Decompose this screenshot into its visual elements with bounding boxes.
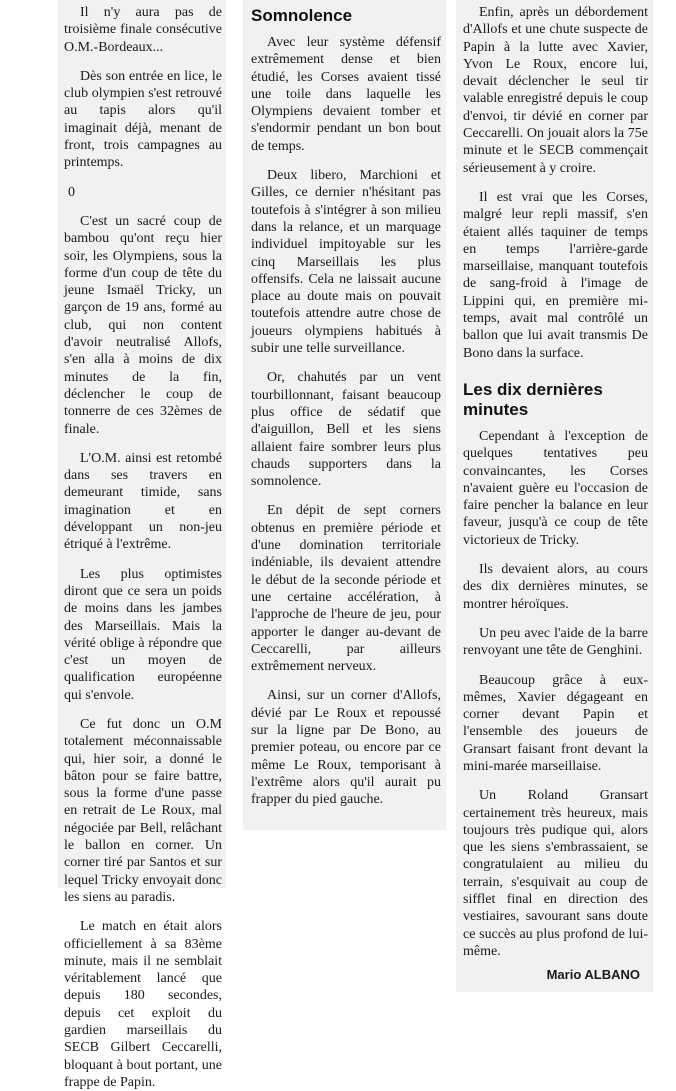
paragraph: En dépit de sept corners obtenus en première période et d'une domination territoriale indéniable, ils devaient attendre le début de la seconde période et une certaine accélération, à l'approche de l'heure de jeu, pour apporter le danger au-devant de Ceccarelli, par ailleurs extrêmement nerveux. xyxy=(251,503,441,675)
paragraph: L'O.M. ainsi est retombé dans ses travers en demeurant timide, sans imagination et en développant un non-jeu étriqué à l'extrême. xyxy=(64,450,222,553)
column-3 xyxy=(456,0,653,992)
column-1 xyxy=(58,0,226,1090)
paragraph: Les plus optimistes diront que ce sera un poids de moins dans les jambes des Marseillais. Mais la vérité oblige à répondre que c'est un moyen de qualification européenne qui s'envole. xyxy=(64,566,222,703)
author-signature: Mario ALBANO xyxy=(546,967,640,983)
separator-mark: 0 xyxy=(68,184,75,200)
paragraph: Or, chahutés par un vent tourbillonnant, faisant beaucoup plus office de sédatif que d'aiguillon, Bell et les siens allaient faire sombrer leurs plus chauds supporters dans la somnolence. xyxy=(251,370,441,490)
paragraph: Ce fut donc un O.M totalement méconnaissable qui, hier soir, a donné le bâton pour se faire battre, sous la forme d'une passe en retrait de Le Roux, mal négociée par Bell, relâchant le ballon en corner. Un corner tiré par Santos et sur lequel Tricky envoyait donc les siens au paradis. xyxy=(64,716,222,905)
paragraph: Dès son entrée en lice, le club olympien s'est retrouvé au tapis alors qu'il imaginait déjà, menant de front, trois campagnes au printemps. xyxy=(64,68,222,171)
paragraph: Un Roland Gransart certainement très heureux, mais toujours très pudique qui, alors que les siens s'embrassaient, se congratulaient au milieu du terrain, s'esquivait au coup de sifflet final en direction des vestiaires, savourant sans doute ce succès au plus profond de lui-même. xyxy=(463,788,648,959)
paragraph: Un peu avec l'aide de la barre renvoyant une tête de Genghini. xyxy=(463,625,648,659)
paragraph: Enfin, après un débordement d'Allofs et une chute suspecte de Papin à la lutte avec Xavier, Yvon Le Roux, encore lui, devait déclencher le seul tir valable enregistré depuis le coup d'envoi, tir dévié en corner par Ceccarelli. On jouait alors la 75e minute et le SECB commençait sérieusement à y croire. xyxy=(463,5,648,176)
paragraph: Avec leur système défensif extrêmement dense et bien étudié, les Corses avaient tissé une toile dans laquelle les Olympiens devaient tomber et s'endormir pendant un bon bout de temps. xyxy=(251,35,441,154)
paragraph: Beaucoup grâce à eux-mêmes, Xavier dégageant en corner devant Papin et l'ensemble des joueurs de Gransart faisant front devant la mini-marée marseillaise. xyxy=(463,672,648,774)
paragraph: Deux libero, Marchioni et Gilles, ce dernier n'hésitant pas toutefois à s'intégrer à son milieu dans la relance, et un marquage individuel impitoyable sur les cinq Marseillais les plus offensifs. Cela ne laissait aucune place au doute mais on pouvait toutefois attendre autre chose de joueurs olympiens habitués à subir une telle surveillance. xyxy=(251,168,441,357)
section-heading-somnolence: Somnolence xyxy=(251,6,353,25)
paragraph: Il est vrai que les Corses, malgré leur repli massif, s'en étaient allés taquiner de temps en temps l'arrière-garde marseillaise, manquant toutefois de sang-froid à l'image de Lippini qui, en première mi-temps, avait mal contrôlé un ballon que lui avait transmis De Bono dans la surface. xyxy=(463,189,648,361)
column-2 xyxy=(243,0,446,830)
paragraph: C'est un sacré coup de bambou qu'ont reçu hier soir, les Olympiens, sous la forme d'un coup de tête du jeune Ismaël Tricky, un garçon de 19 ans, formé au club, qui non content d'avoir neutralisé Allofs, s'en alla à moins de dix minutes de la fin, déclencher le coup de tonnerre de ces 32èmes de finale. xyxy=(64,213,222,437)
paragraph: Cependant à l'exception de quelques tentatives peu convaincantes, les Corses n'avaient guère eu l'occasion de faire pencher la balance en leur faveur, jusqu'à ce coup de tête victorieux de Tricky. xyxy=(463,428,648,548)
section-heading-dix-dernieres-minutes: Les dix dernières minutes xyxy=(463,379,603,419)
paragraph: Ils devaient alors, au cours des dix dernières minutes, se montrer héroïques. xyxy=(463,562,648,612)
paragraph: Il n'y aura pas de troisième finale consécutive O.M.-Bordeaux... xyxy=(64,5,222,55)
paragraph: Ainsi, sur un corner d'Allofs, dévié par Le Roux et repoussé sur la ligne par De Bono, au premier poteau, ou encore par ce même Le Roux, temporisant à l'extrême alors qu'il aurait pu frapper du pied gauche. xyxy=(251,688,441,808)
paragraph: Le match en était alors officiellement à sa 83ème minute, mais il ne semblait véritablement lancé que depuis 180 secondes, depuis cet exploit du gardien marseillais du SECB Gilbert Ceccarelli, bloquant à bout portant, une frappe de Papin. xyxy=(64,919,222,1090)
